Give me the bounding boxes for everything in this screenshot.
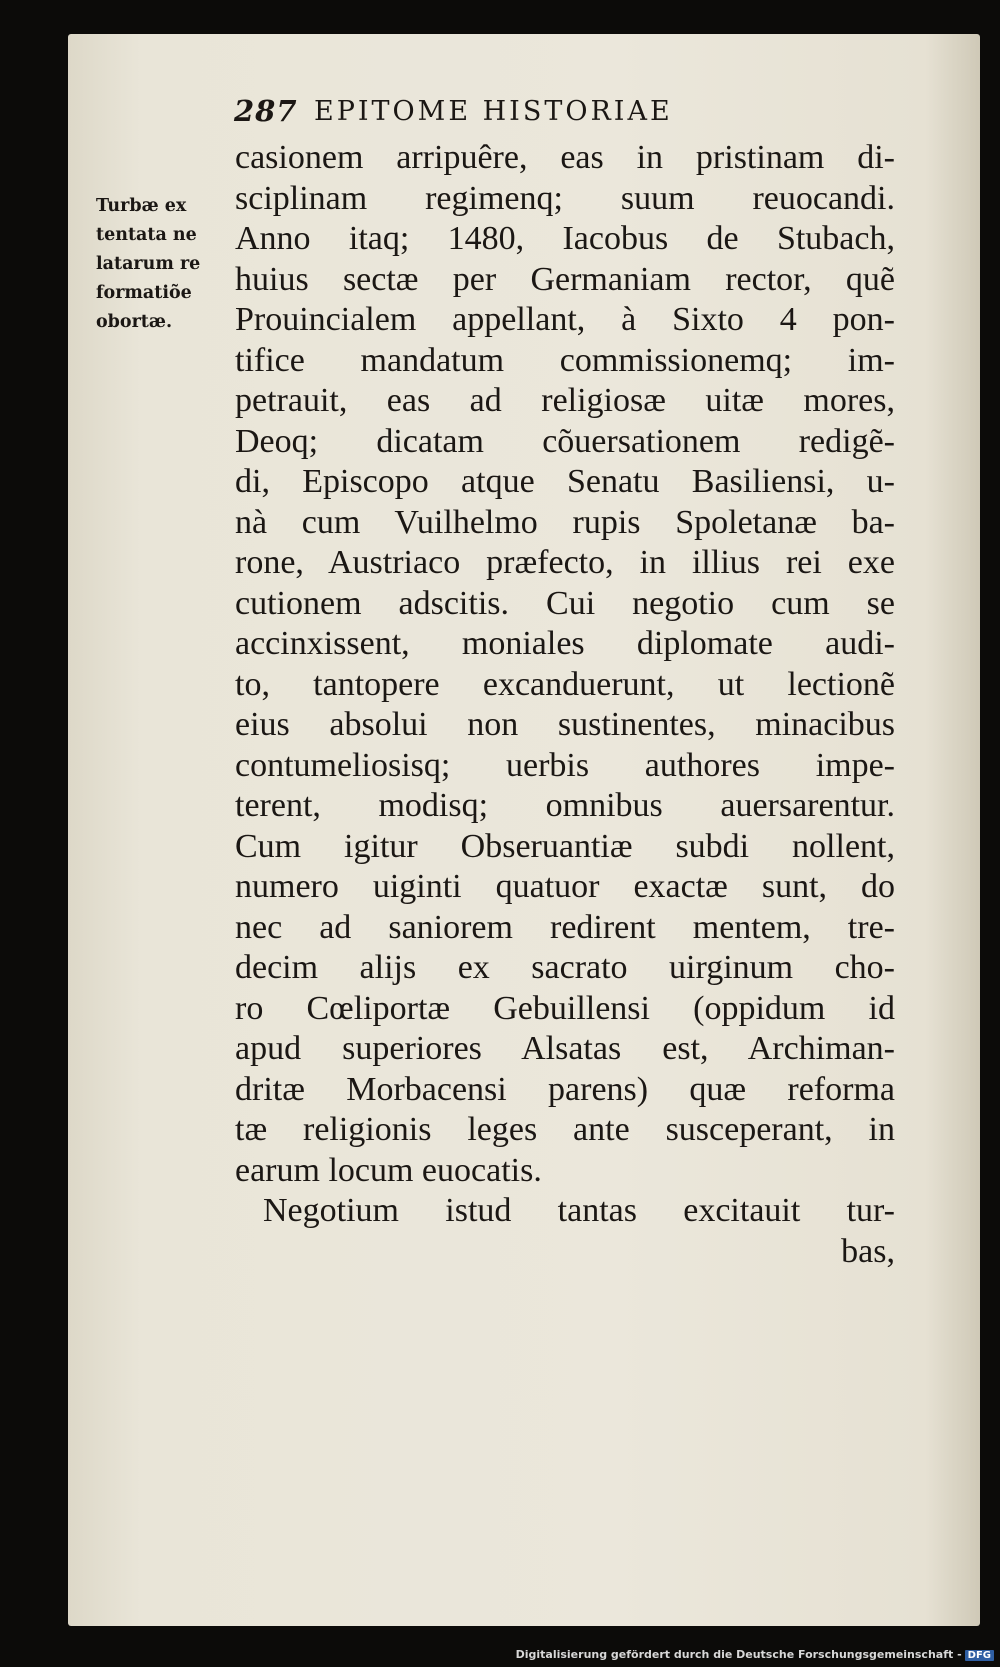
text-line: to, tantopere excanduerunt, ut lectionẽ (235, 665, 895, 703)
text-line: Negotium istud tantas excitauit tur- (263, 1192, 895, 1229)
digitization-credit (516, 1648, 994, 1661)
text-line: tæ religionis leges ante susceperant, in (235, 1111, 895, 1148)
dfg-logo: DFG (965, 1650, 994, 1661)
text-line: rone, Austriaco præfecto, in illius rei exe (235, 544, 895, 581)
marginal-note-line: latarum re (96, 254, 201, 274)
text-line: Cum igitur Obseruantiæ subdi nollent, (235, 827, 895, 865)
text-line: apud superiores Alsatas est, Archiman- (235, 1030, 895, 1067)
text-line: di, Episcopo atque Senatu Basiliensi, u- (235, 463, 895, 500)
text-line: casionem arripuêre, eas in pristinam di- (235, 139, 895, 176)
marginal-note (96, 192, 236, 337)
text-line: Deoq; dicatam cõuersationem redigẽ- (235, 422, 895, 460)
text-line: earum locum euocatis. (235, 1151, 542, 1189)
running-head-title: EPITOME HISTORIAE (314, 96, 673, 127)
marginal-note-line: obortæ. (96, 312, 173, 332)
text-line: cutionem adscitis. Cui negotio cum se (235, 584, 895, 622)
body-text (235, 138, 895, 1272)
text-line: accinxissent, moniales diplomate audi- (235, 625, 895, 662)
text-line: nà cum Vuilhelmo rupis Spoletanæ ba- (235, 503, 895, 541)
catchword: bas, (841, 1232, 895, 1270)
text-line: ro Cœliportæ Gebuillensi (oppidum id (235, 989, 895, 1027)
credit-text: Digitalisierung gefördert durch die Deutsche Forschungsgemeinschaft - (515, 1648, 962, 1661)
text-line: sciplinam regimenq; suum reuocandi. (235, 179, 895, 217)
text-line: Prouincialem appellant, à Sixto 4 pon- (235, 301, 895, 338)
marginal-note-line: tentata ne (96, 225, 197, 245)
text-line: eius absolui non sustinentes, minacibus (235, 706, 895, 743)
text-line: Anno itaq; 1480, Iacobus de Stubach, (235, 220, 895, 257)
text-line: tifice mandatum commissionemq; im- (235, 341, 895, 379)
page-number: 287 (234, 94, 298, 128)
text-line: dritæ Morbacensi parens) quæ reforma (235, 1070, 895, 1108)
marginal-note-line: formatiõe (96, 283, 192, 303)
text-line: contumeliosisq; uerbis authores impe- (235, 746, 895, 784)
text-line: petrauit, eas ad religiosæ uitæ mores, (235, 382, 895, 419)
marginal-note-line: Turbæ ex (96, 196, 187, 216)
running-head (234, 94, 874, 144)
text-line: numero uiginti quatuor exactæ sunt, do (235, 868, 895, 905)
text-line: huius sectæ per Germaniam rector, quẽ (235, 260, 895, 298)
text-line: decim alijs ex sacrato uirginum cho- (235, 949, 895, 986)
text-line: nec ad saniorem redirent mentem, tre- (235, 908, 895, 946)
text-line: terent, modisq; omnibus auersarentur. (235, 787, 895, 824)
